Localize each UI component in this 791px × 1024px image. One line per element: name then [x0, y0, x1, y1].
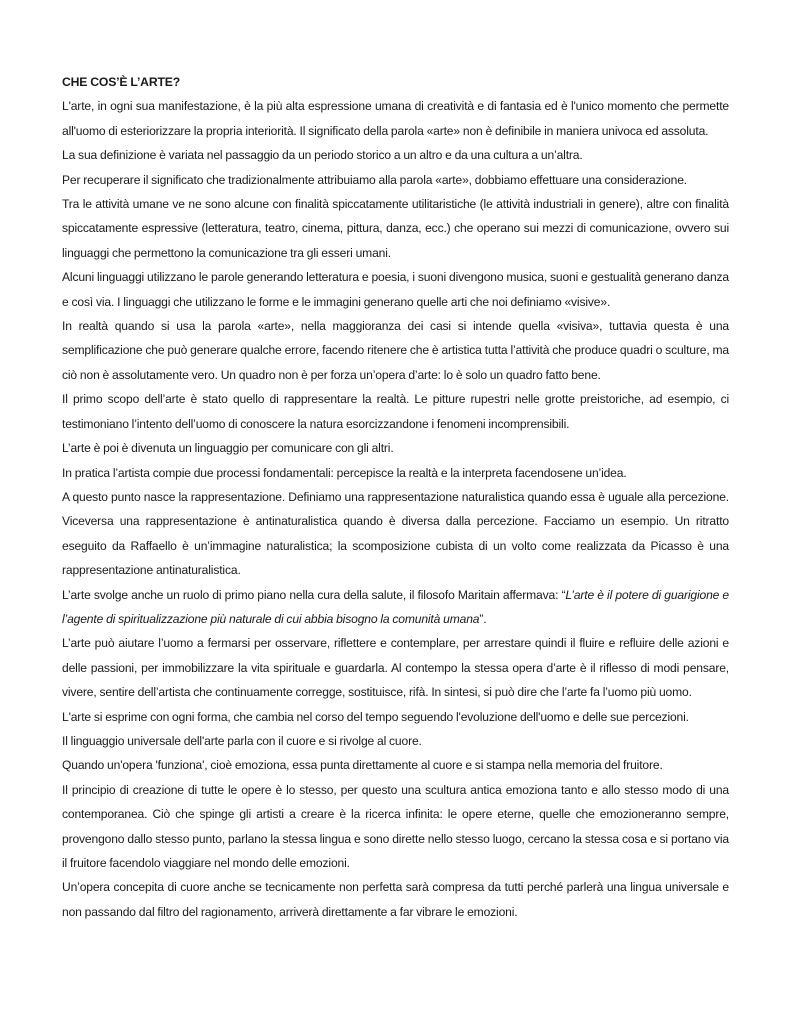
paragraph: L'arte, in ogni sua manifestazione, è la più alta espressione umana di creatività e di fantasia ed è l'unico momento che permette all'uomo di esteriorizzare la propria interiorità. Il significato della parola «arte» non è definibile in maniera univoca ed assoluta.	[62, 99, 729, 138]
paragraph: Il linguaggio universale dell'arte parla con il cuore e si rivolge al cuore.	[62, 733, 422, 748]
quote-intro: L’arte svolge anche un ruolo di primo piano nella cura della salute, il filosofo Maritain affermava: “	[62, 587, 566, 602]
quote-paragraph	[62, 583, 729, 632]
paragraph: Quando un'opera 'funziona', cioè emoziona, essa punta direttamente al cuore e si stampa nella memoria del fruitore.	[62, 758, 663, 773]
paragraph: A questo punto nasce la rappresentazione. Definiamo una rappresentazione naturalistica quando essa è uguale alla percezione. Viceversa una rappresentazione è antinaturalistica quando è diversa dalla percezione. Facciamo un esempio. Un ritratto eseguito da Raffaello è un’immagine naturalistica; la scomposizione cubista di un volto come realizzata da Picasso è una rappresentazione antinaturalistica.	[62, 489, 729, 578]
paragraph: Un’opera concepita di cuore anche se tecnicamente non perfetta sarà compresa da tutti perché parlerà una lingua universale e non passando dal filtro del ragionamento, arriverà direttamente a far vibrare le emozioni.	[62, 880, 729, 919]
paragraph: La sua definizione è variata nel passaggio da un periodo storico a un altro e da una cultura a un’altra.	[62, 148, 583, 163]
paragraph: In realtà quando si usa la parola «arte», nella maggioranza dei casi si intende quella «visiva», tuttavia questa è una semplificazione che può generare qualche errore, facendo ritenere che è artistica tutta l’attività che produce quadri o sculture, ma ciò non è assolutamente vero. Un quadro non è per forza un’opera d’arte: lo è solo un quadro fatto bene.	[62, 319, 729, 382]
paragraph: Il principio di creazione di tutte le opere è lo stesso, per questo una scultura antica emoziona tanto e allo stesso modo di una contemporanea. Ciò che spinge gli artisti a creare è la ricerca infinita: le opere eterne, quelle che emozioneranno sempre, provengono dallo stesso punto, parlano la stessa lingua e sono dirette nello stesso luogo, cercano la stessa cosa e si portano via il fruitore facendolo viaggiare nel mondo delle emozioni.	[62, 782, 729, 870]
paragraph: L'arte si esprime con ogni forma, che cambia nel corso del tempo seguendo l'evoluzione dell'uomo e delle sue percezioni.	[62, 709, 689, 724]
paragraph: L’arte è poi è divenuta un linguaggio per comunicare con gli altri.	[62, 441, 394, 456]
document-title: CHE COS’È L’ARTE?	[62, 75, 181, 89]
maritain-quote: L’arte è il potere di guarigione e l’agente di spiritualizzazione più naturale di cui abbia bisogno la comunità umana	[62, 587, 730, 626]
paragraph: Tra le attività umane ve ne sono alcune con finalità spiccatamente utilitaristiche (le attività industriali in genere), altre con finalità spiccatamente espressive (letteratura, teatro, cinema, pittura, danza, ecc.) che operano sui mezzi di comunicazione, ovvero sui linguaggi che permettono la comunicazione tra gli esseri umani.	[62, 197, 729, 260]
quote-close: ”.	[479, 611, 487, 626]
paragraph: Per recuperare il significato che tradizionalmente attribuiamo alla parola «arte», dobbiamo effettuare una considerazione.	[62, 172, 687, 187]
paragraph: In pratica l’artista compie due processi fondamentali: percepisce la realtà e la interpreta facendosene un’idea.	[62, 465, 627, 480]
paragraph: Alcuni linguaggi utilizzano le parole generando letteratura e poesia, i suoni divengono musica, suoni e gestualità generano danza e così via. I linguaggi che utilizzano le forme e le immagini generano quelle arti che noi definiamo «visive».	[62, 270, 729, 309]
paragraph: Il primo scopo dell’arte è stato quello di rappresentare la realtà. Le pitture rupestri nelle grotte preistoriche, ad esempio, ci testimoniano l’intento dell’uomo di conoscere la natura esorcizzandone i fenomeni incomprensibili.	[62, 392, 729, 431]
document-page	[62, 70, 729, 924]
paragraph: L’arte può aiutare l’uomo a fermarsi per osservare, riflettere e contemplare, per arrestare quindi il fluire e refluire delle azioni e delle passioni, per immobilizzare la vita spirituale e guardarla. Al contempo la stessa opera d’arte è il riflesso di modi pensare, vivere, sentire dell’artista che continuamente corregge, sostituisce, rifà. In sintesi, si può dire che l’arte fa l’uomo più uomo.	[62, 636, 729, 700]
